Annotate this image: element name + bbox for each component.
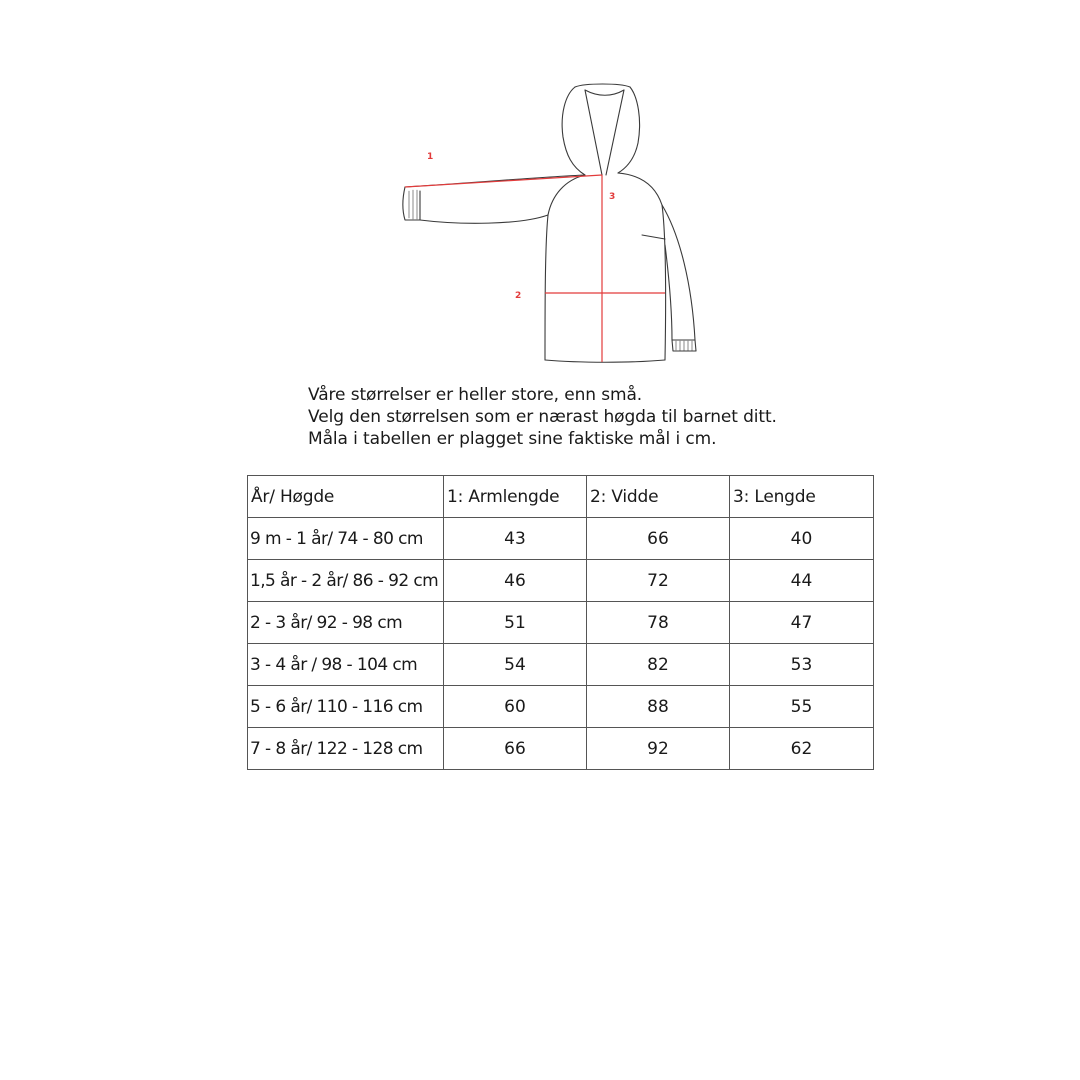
intro-line-3: Måla i tabellen er plagget sine faktiske mål i cm.: [308, 429, 717, 449]
jacket-outline: [403, 84, 696, 362]
width-value: 72: [587, 560, 730, 602]
header-armlength: 1: Armlengde: [444, 476, 587, 518]
table-row: [248, 686, 874, 728]
table-row: [248, 518, 874, 560]
marker-1-label: 1: [427, 152, 434, 162]
jacket-sketch: [380, 75, 720, 375]
size-label: 3 - 4 år / 98 - 104 cm: [248, 644, 444, 686]
header-width: 2: Vidde: [587, 476, 730, 518]
jacket-measurement-diagram: [380, 75, 720, 375]
size-label: 9 m - 1 år/ 74 - 80 cm: [248, 518, 444, 560]
width-value: 78: [587, 602, 730, 644]
marker-2-label: 2: [515, 291, 522, 301]
armlength-value: 66: [444, 728, 587, 770]
header-age-height: År/ Høgde: [248, 476, 444, 518]
measurement-line-armlength: [405, 175, 602, 187]
length-value: 40: [730, 518, 874, 560]
length-value: 47: [730, 602, 874, 644]
table-row: [248, 602, 874, 644]
intro-line-2: Velg den størrelsen som er nærast høgda til barnet ditt.: [308, 407, 777, 427]
table-row: [248, 728, 874, 770]
measurement-lines: [405, 175, 665, 362]
width-value: 66: [587, 518, 730, 560]
armlength-value: 60: [444, 686, 587, 728]
table-row: [248, 560, 874, 602]
length-value: 44: [730, 560, 874, 602]
table-row: [248, 644, 874, 686]
armlength-value: 54: [444, 644, 587, 686]
width-value: 88: [587, 686, 730, 728]
size-label: 2 - 3 år/ 92 - 98 cm: [248, 602, 444, 644]
width-value: 82: [587, 644, 730, 686]
table-header-row: [248, 476, 874, 518]
length-value: 62: [730, 728, 874, 770]
armlength-value: 51: [444, 602, 587, 644]
armlength-value: 43: [444, 518, 587, 560]
size-label: 5 - 6 år/ 110 - 116 cm: [248, 686, 444, 728]
size-label: 1,5 år - 2 år/ 86 - 92 cm: [248, 560, 444, 602]
width-value: 92: [587, 728, 730, 770]
length-value: 53: [730, 644, 874, 686]
armlength-value: 46: [444, 560, 587, 602]
size-label: 7 - 8 år/ 122 - 128 cm: [248, 728, 444, 770]
length-value: 55: [730, 686, 874, 728]
header-length: 3: Lengde: [730, 476, 874, 518]
size-guide-intro: [308, 384, 928, 450]
marker-3-label: 3: [609, 192, 616, 202]
size-table: [247, 475, 874, 770]
intro-line-1: Våre størrelser er heller store, enn små.: [308, 385, 643, 405]
